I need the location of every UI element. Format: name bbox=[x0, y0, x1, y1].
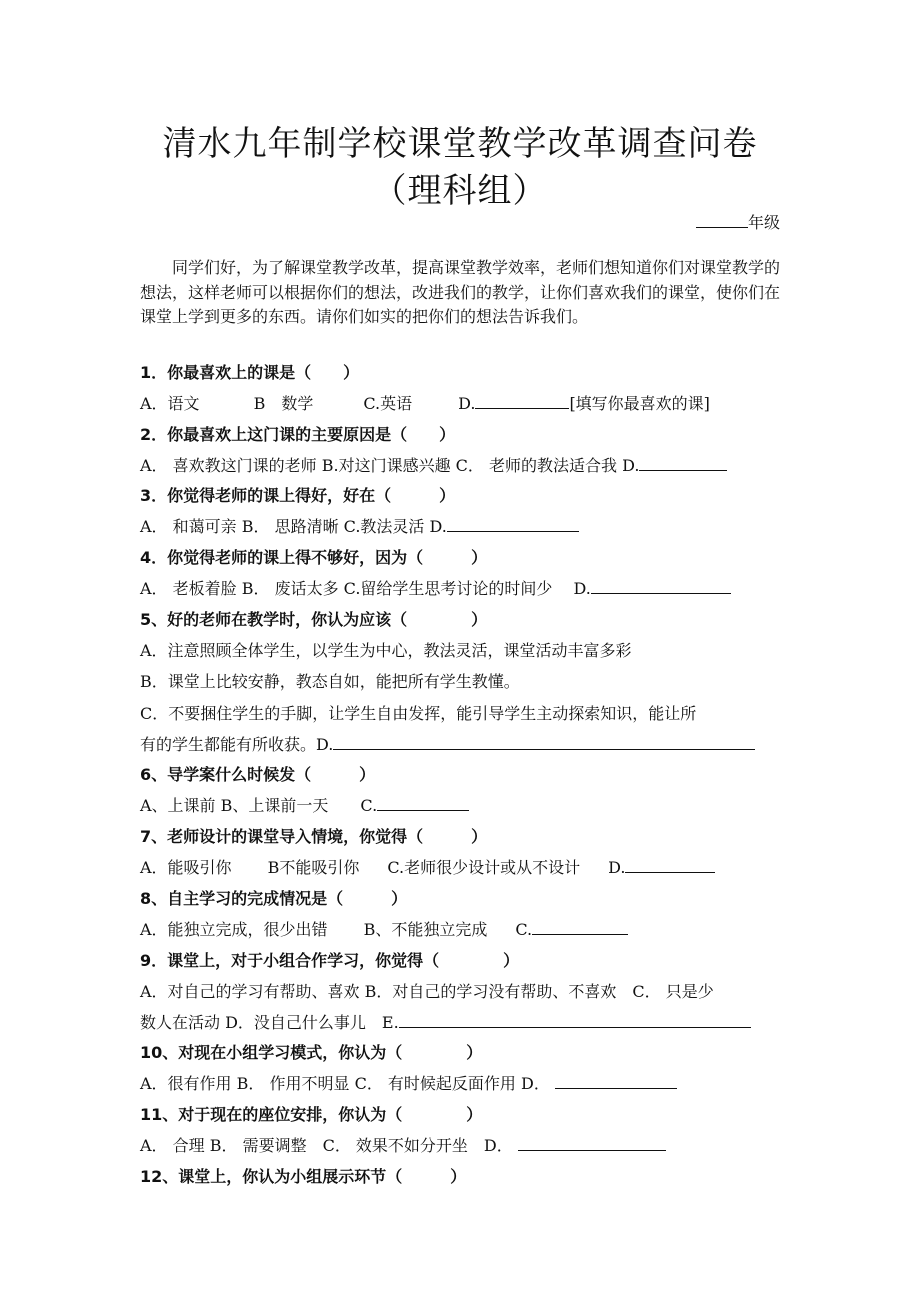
question-2: 2．你最喜欢上这门课的主要原因是（ ） bbox=[140, 425, 456, 444]
options-text[interactable]: A． 合理 B． 需要调整 C． 效果不如分开坐 D． bbox=[140, 1136, 518, 1155]
options-3 bbox=[140, 514, 785, 537]
options-10 bbox=[140, 1071, 785, 1094]
option-d[interactable]: D. bbox=[458, 394, 476, 413]
options-text[interactable]: A． 老板着脸 B． 废话太多 C.留给学生思考讨论的时间少 D. bbox=[140, 579, 591, 598]
option-5c-cont bbox=[140, 732, 785, 755]
question-9: 9．课堂上，对于小组合作学习，你觉得（ ） bbox=[140, 951, 520, 970]
option-b[interactable]: B、不能独立完成 bbox=[363, 920, 488, 939]
question-3: 3．你觉得老师的课上得好，好在（ ） bbox=[140, 486, 456, 505]
grade-label: 年级 bbox=[747, 213, 780, 232]
answer-blank[interactable] bbox=[625, 858, 715, 873]
option-5b[interactable]: B．课堂上比较安静，教态自如，能把所有学生教懂。 bbox=[140, 672, 520, 691]
options-9[interactable]: A．对自己的学习有帮助、喜欢 B．对自己的学习没有帮助、不喜欢 C． 只是少 bbox=[140, 982, 714, 1001]
option-d[interactable]: D. bbox=[608, 858, 626, 877]
answer-blank[interactable] bbox=[532, 920, 628, 935]
question-10: 10、对现在小组学习模式，你认为（ ） bbox=[140, 1043, 483, 1062]
options-4 bbox=[140, 576, 785, 599]
options-9-cont bbox=[140, 1010, 785, 1033]
option-a[interactable]: A．能吸引你 bbox=[140, 858, 232, 877]
question-4: 4．你觉得老师的课上得不够好，因为（ ） bbox=[140, 548, 488, 567]
intro-paragraph: 同学们好，为了解课堂教学改革，提高课堂教学效率，老师们想知道你们对课堂教学的想法，这样老师可以根据你们的想法，改进我们的教学，让你们喜欢我们的课堂，使你们在课堂上学到更多的东西。请你们如实的把你们的想法告诉我们。 bbox=[140, 258, 781, 326]
option-c[interactable]: C.老师很少设计或从不设计 bbox=[387, 858, 581, 877]
question-1: 1．你最喜欢上的课是（ ） bbox=[140, 363, 360, 382]
options-8 bbox=[140, 917, 785, 940]
options-text[interactable]: A．很有作用 B． 作用不明显 C． 有时候起反面作用 D． bbox=[140, 1074, 555, 1093]
answer-blank[interactable] bbox=[377, 796, 469, 811]
option-d-note: [填写你最喜欢的课] bbox=[569, 394, 710, 413]
answer-blank[interactable] bbox=[639, 456, 727, 471]
options-7 bbox=[140, 855, 785, 878]
answer-blank[interactable] bbox=[475, 394, 569, 409]
answer-blank[interactable] bbox=[333, 735, 755, 750]
answer-blank[interactable] bbox=[399, 1013, 751, 1028]
page-title: 清水九年制学校课堂教学改革调查问卷 bbox=[162, 124, 758, 164]
answer-blank[interactable] bbox=[555, 1074, 677, 1089]
options-11 bbox=[140, 1133, 785, 1156]
option-b[interactable]: B不能吸引你 bbox=[267, 858, 360, 877]
question-11: 11、对于现在的座位安排，你认为（ ） bbox=[140, 1105, 483, 1124]
option-c[interactable]: C. bbox=[515, 920, 533, 939]
option-a[interactable]: A．能独立完成，很少出错 bbox=[140, 920, 328, 939]
question-6: 6、导学案什么时候发（ ） bbox=[140, 765, 376, 784]
options-2 bbox=[140, 453, 785, 476]
options-text[interactable]: A． 喜欢教这门课的老师 B.对这门课感兴趣 C． 老师的教法适合我 D. bbox=[140, 456, 640, 475]
options-text[interactable]: 数人在活动 D．没自己什么事儿 E. bbox=[140, 1013, 399, 1032]
question-12: 12、课堂上，你认为小组展示环节（ ） bbox=[140, 1167, 467, 1186]
grade-blank[interactable] bbox=[696, 213, 748, 228]
option-a[interactable]: A．语文 bbox=[140, 394, 200, 413]
options-6 bbox=[140, 793, 785, 816]
option-c[interactable]: C.英语 bbox=[363, 394, 413, 413]
question-8: 8、自主学习的完成情况是（ ） bbox=[140, 889, 408, 908]
question-7: 7、老师设计的课堂导入情境，你觉得（ ） bbox=[140, 827, 488, 846]
question-5: 5、好的老师在教学时，你认为应该（ ） bbox=[140, 610, 488, 629]
page-subtitle: （理科组） bbox=[372, 171, 548, 211]
option-5c[interactable]: C．不要捆住学生的手脚，让学生自由发挥，能引导学生主动探索知识，能让所 bbox=[140, 704, 697, 723]
answer-blank[interactable] bbox=[518, 1136, 666, 1151]
option-5a[interactable]: A．注意照顾全体学生，以学生为中心，教法灵活，课堂活动丰富多彩 bbox=[140, 641, 632, 660]
options-text[interactable]: A． 和蔼可亲 B． 思路清晰 C.教法灵活 D. bbox=[140, 517, 447, 536]
options-1 bbox=[140, 391, 785, 414]
options-text[interactable]: A、上课前 B、上课前一天 C. bbox=[140, 796, 378, 815]
answer-blank[interactable] bbox=[447, 517, 579, 532]
option-b[interactable]: B 数学 bbox=[253, 394, 314, 413]
grade-field[interactable] bbox=[696, 210, 780, 233]
answer-blank[interactable] bbox=[591, 579, 731, 594]
options-text[interactable]: 有的学生都能有所收获。D. bbox=[140, 735, 334, 754]
